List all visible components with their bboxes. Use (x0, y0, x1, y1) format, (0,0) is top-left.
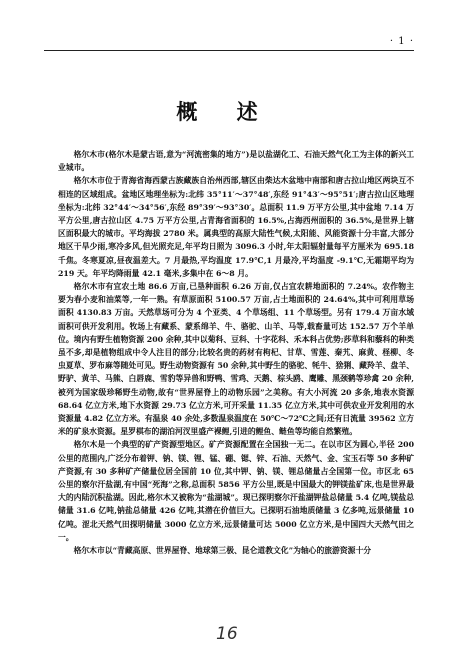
paragraph: 格尔木市有宜农土地 86.6 万亩,已垦种面积 6.26 万亩,仅占宜农耕地面积的 7.24%。农作物主要为春小麦和油菜等,一年一熟。有草原面积 5100.57 万亩,占土地面积的 24.64%,其中可利用草场面积 4130.83 万亩。天然草场可分为 4 个亚类、4 个草场组、11 个草场型。另有 179.4 万亩水域面积可供开发利用。牧场上有藏系、蒙系绵羊、牛、骆驼、山羊、马等,载畜量可达 152.57 万个羊单位。境内有野生植物资源 200 余种,其中以菊科、豆科、十字花科、禾本科占优势;莎草科和藜科的种类虽不多,却是植物组成中令人注目的部分;比较名贵的药材有枸杞、甘草、雪莲、秦艽、麻黄、柽柳、冬虫夏草、罗布麻等随处可见。野生动物资源有 50 余种,其中野生的骆驼、牦牛、猞猁、藏羚羊、盘羊、野驴、黄羊、马熊、白唇鹿、雪豹等异兽和野鸭、雪鸡、天鹅、棕头鸥、鹰雕、黑颈鹤等珍禽 20 余种,被列为国家级珍稀野生动物,故有“世界屋脊上的动物乐园”之美称。有大小河流 20 多条,地表水资源 68.64 亿立方米,地下水资源 29.73 亿立方米,可开采量 11.35 亿立方米,其中可供农业开发利用的水资源量 4.82 亿立方米。有温泉 40 余处,多数温泉温度在 50℃～72℃之间;还有日流量 39562 立方米的矿泉水资源。星罗棋布的湖泊河汊里盛产裸鲤,引进的鲤鱼、鲢鱼等均能自然繁殖。 (58, 282, 414, 437)
paragraph: 格尔木市(格尔木是蒙古语,意为“河流密集的地方”)是以盐湖化工、石油天然气化工为主体的新兴工业城市。 (58, 150, 414, 173)
paragraph: 格尔木市以“青藏高原、世界屋脊、地球第三极、昆仑道教文化”为轴心的旅游资源十分 (73, 546, 372, 556)
paragraph: 格尔木是一个典型的矿产资源型地区。矿产资源配置在全国独一无二。在以市区为圆心,半径 200 公里的范围内,广泛分布着钾、钠、镁、锂、锰、硼、锶、锌、石油、天然气、金、宝玉石等 50 多种矿产资源,有 30 多种矿产储量位居全国前 10 位,其中钾、钠、镁、锂总储量占全国第一位。市区北 65 公里的察尔汗盐湖,有中国“死海”之称,总面积 5856 平方公里,既是中国最大的钾镁盐矿床,也是世界最大的内陆沉积盐湖。因此,格尔木又被称为“盐湖城”。现已探明察尔汗盐湖钾盐总储量 5.4 亿吨,镁盐总储量 31.6 亿吨,钠盐总储量 426 亿吨,其潜在价值巨大。已探明石油地质储量 3 亿多吨,远景储量 10 亿吨。涩北天然气田探明储量 3000 亿立方米,远景储量可达 5000 亿立方米,是中国四大天然气田之一。 (58, 440, 414, 542)
paragraph: 格尔木市位于青海省海西蒙古族藏族自治州西部,辖区由柴达木盆地中南部和唐古拉山地区两块互不相连的区域组成。盆地区地理坐标为:北纬 35°11′～37°48′,东经 91°43′～95°51′;唐古拉山区地理坐标为:北纬 32°44′～34°56′,东经 89°39′～93°30′。总面积 11.9 万平方公里,其中盆地 7.14 万平方公里,唐古拉山区 4.75 万平方公里,占青海省面积的 16.5%,占海西州面积的 36.5%,是世界上辖区面积最大的城市。平均海拔 2780 米。属典型的高原大陆性气候,太阳能、风能资源十分丰富,大部分地区干旱少雨,寒冷多风,但光照充足,年平均日照为 3096.3 小时,年太阳辐射量每平方厘米为 695.18 千焦。冬寒夏凉,昼夜温差大。7 月最热,平均温度 17.9℃,1 月最冷,平均温度 -9.1℃,无霜期平均为 219 天。年平均降雨量 42.1 毫米,多集中在 6～8 月。 (58, 176, 414, 278)
page-header (44, 36, 414, 51)
body-text (58, 148, 414, 557)
handwritten-page-number: 16 (216, 624, 238, 644)
page-title: 概 述 (176, 100, 274, 124)
page-number: · 1 · (389, 36, 414, 47)
